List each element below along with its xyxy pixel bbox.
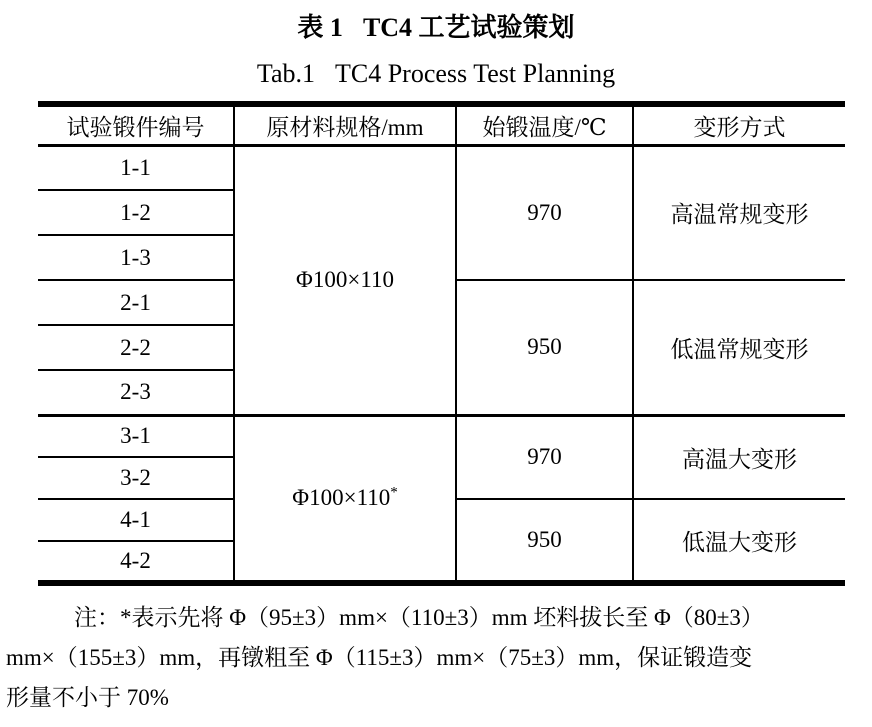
column-header-forging-temperature: 始锻温度/℃ [456,104,633,145]
cell-specimen-id: 2-1 [38,280,234,325]
table-footnote [6,598,856,718]
cell-forging-temperature: 970 [456,145,633,280]
table-header-row [38,104,845,145]
planning-table [38,101,845,586]
cell-specimen-id: 2-2 [38,325,234,370]
cell-specimen-id: 1-1 [38,145,234,190]
table-caption-zh-title: TC4 工艺试验策划 [362,13,575,42]
table-caption-en-title: TC4 Process Test Planning [335,58,616,88]
footnote-line: mm×（155±3）mm，再镦粗至 Φ（115±3）mm×（75±3）mm，保证锻造变 [6,645,753,670]
column-header-specimen-id: 试验锻件编号 [38,104,234,145]
cell-specimen-id: 1-3 [38,235,234,280]
cell-material-spec [234,145,456,415]
cell-deformation-mode: 高温常规变形 [633,145,845,280]
cell-deformation-mode: 低温大变形 [633,499,845,583]
cell-forging-temperature: 950 [456,280,633,415]
table-caption-zh [0,12,872,45]
cell-specimen-id: 4-2 [38,541,234,583]
material-spec-superscript: * [390,484,398,501]
cell-deformation-mode: 高温大变形 [633,415,845,499]
material-spec-text: Φ100×110 [296,267,394,292]
footnote-line: 注：*表示先将 Φ（95±3）mm×（110±3）mm 坯料拔长至 Φ（80±3） [74,605,764,630]
cell-material-spec [234,415,456,583]
footnote-line: 形量不小于 70% [6,685,169,710]
table-caption-en [0,58,872,91]
column-header-material-spec: 原材料规格/mm [234,104,456,145]
cell-forging-temperature: 970 [456,415,633,499]
table-caption-zh-label: 表 1 [297,13,343,42]
column-header-deformation-mode: 变形方式 [633,104,845,145]
table-caption-en-label: Tab.1 [256,58,315,88]
cell-specimen-id: 1-2 [38,190,234,235]
cell-specimen-id: 4-1 [38,499,234,541]
table-row [38,145,845,190]
cell-specimen-id: 2-3 [38,370,234,415]
cell-specimen-id: 3-1 [38,415,234,457]
table-row [38,415,845,457]
cell-deformation-mode: 低温常规变形 [633,280,845,415]
cell-forging-temperature: 950 [456,499,633,583]
material-spec-text: Φ100×110 [292,485,391,511]
cell-specimen-id: 3-2 [38,457,234,499]
